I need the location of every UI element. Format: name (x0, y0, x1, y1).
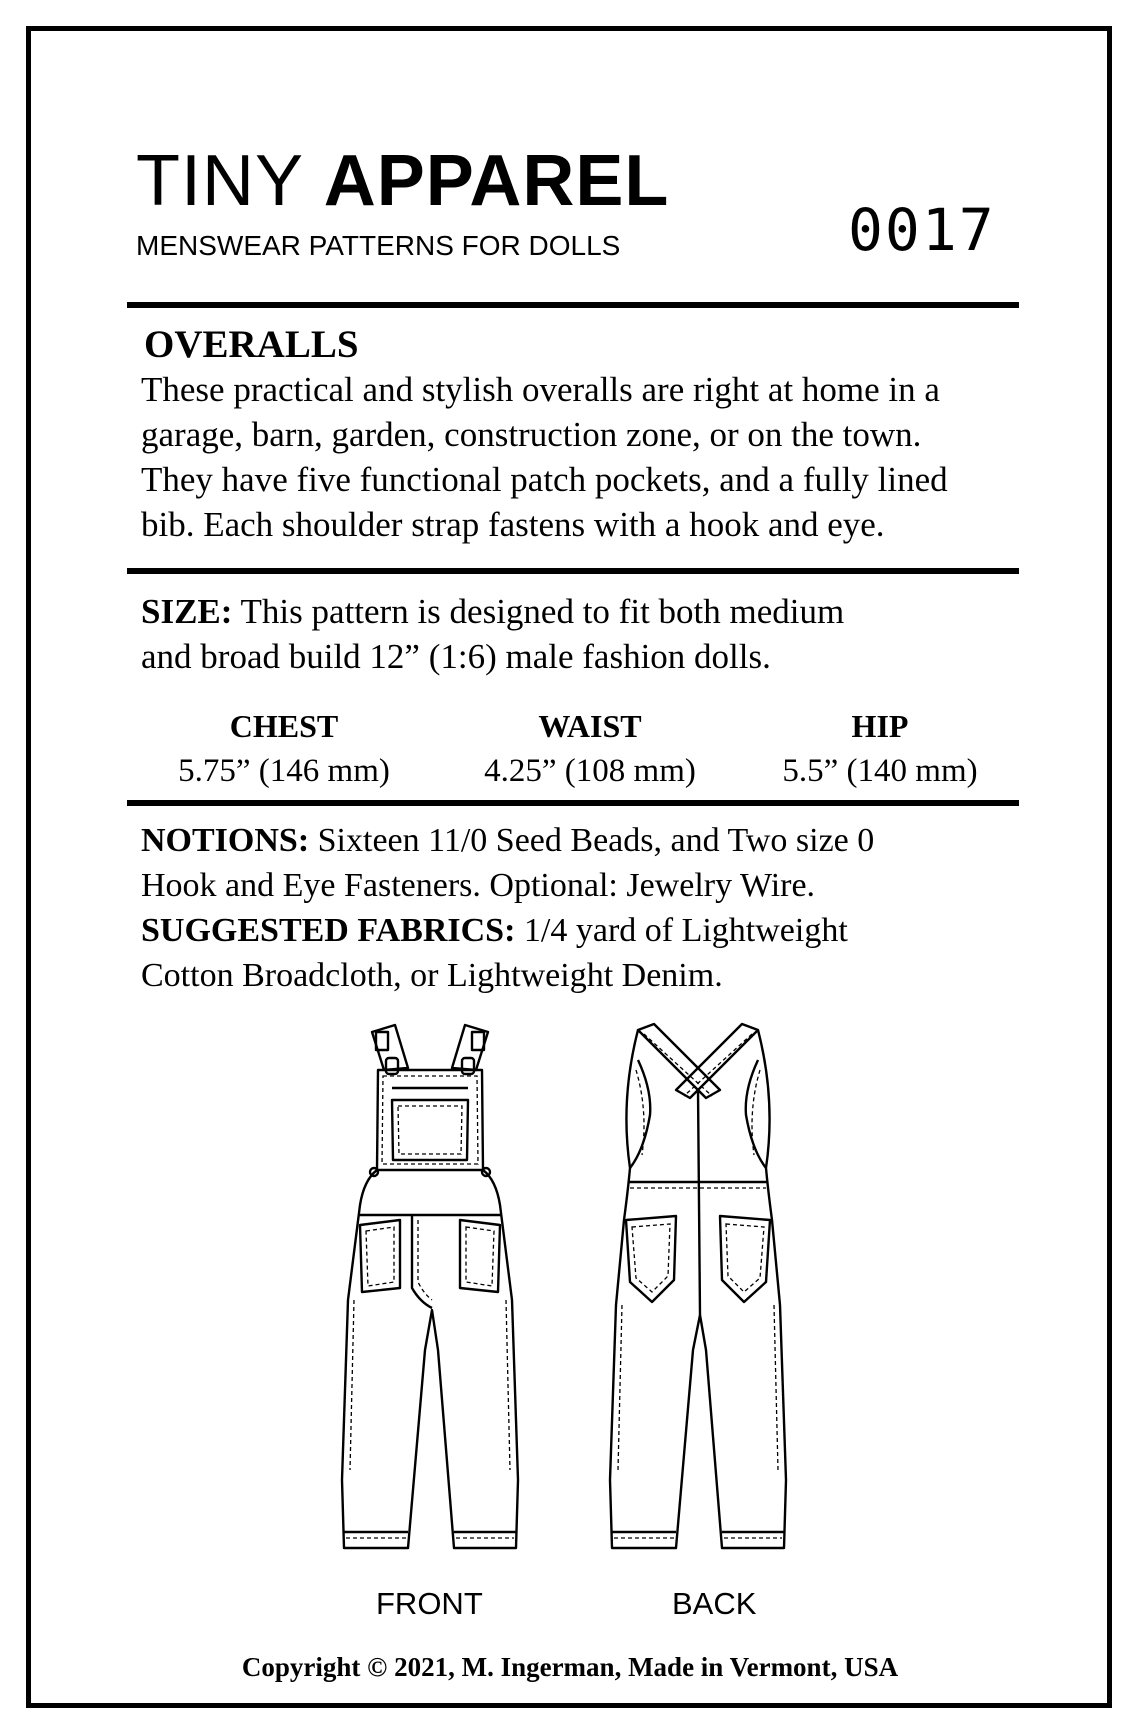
size-text: This pattern is designed to fit both medium (232, 592, 845, 631)
copyright-notice: Copyright © 2021, M. Ingerman, Made in Vermont, USA (241, 1652, 899, 1682)
notions-text: Sixteen 11/0 Seed Beads, and Two size 0 (309, 822, 875, 859)
measurement-label: HIP (851, 708, 909, 744)
notions-fabrics (141, 818, 874, 998)
divider-3 (127, 800, 1019, 806)
tagline: MENSWEAR PATTERNS FOR DOLLS (136, 230, 621, 261)
front-label: FRONT (376, 1586, 483, 1621)
overalls-front-illustration (340, 1020, 520, 1585)
description-line: They have five functional patch pockets, and a fully lined (141, 460, 948, 499)
fabrics-text-2: Cotton Broadcloth, or Lightweight Denim. (141, 957, 723, 994)
brand-title-light: TINY (136, 141, 303, 221)
description-line: garage, barn, garden, construction zone, or on the town. (141, 415, 922, 454)
divider-1 (127, 302, 1019, 308)
notions-label: NOTIONS: (141, 822, 310, 859)
divider-2 (127, 568, 1019, 574)
measurement-value: 5.5” (140 mm) (782, 753, 978, 789)
description-line: bib. Each shoulder strap fastens with a hook and eye. (141, 505, 885, 544)
overalls-back-illustration (608, 1020, 788, 1585)
measurement-hip (760, 708, 1000, 790)
back-label: BACK (672, 1586, 757, 1621)
fabrics-label: SUGGESTED FABRICS: (141, 912, 516, 949)
measurement-value: 5.75” (146 mm) (178, 753, 390, 789)
measurement-label: WAIST (538, 708, 642, 744)
pattern-number: 0017 (848, 196, 996, 264)
description-line: These practical and stylish overalls are right at home in a (141, 370, 940, 409)
size-text-2: and broad build 12” (1:6) male fashion dolls. (141, 637, 771, 676)
size-label: SIZE: (141, 592, 233, 631)
notions-text-2: Hook and Eye Fasteners. Optional: Jewelry Wire. (141, 867, 816, 904)
brand-title (136, 141, 670, 221)
fabrics-text: 1/4 yard of Lightweight (515, 912, 848, 949)
garment-title: OVERALLS (144, 323, 359, 366)
measurement-chest (164, 708, 404, 790)
size-info (141, 589, 844, 679)
brand-title-bold: APPAREL (323, 141, 670, 221)
measurement-label: CHEST (229, 708, 339, 744)
garment-description (141, 367, 948, 547)
measurement-value: 4.25” (108 mm) (484, 753, 696, 789)
measurement-waist (440, 708, 740, 790)
